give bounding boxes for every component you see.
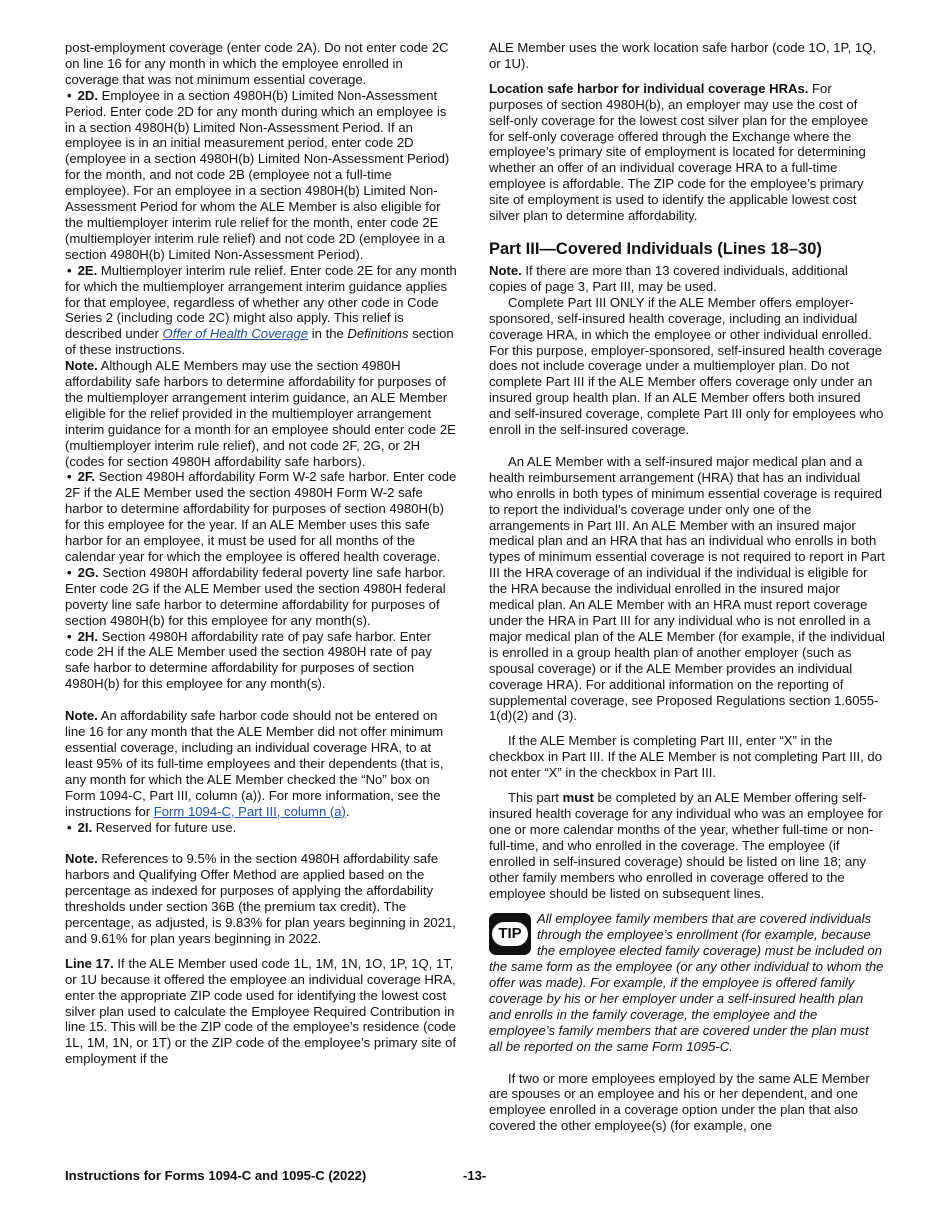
note-label: Note.: [489, 262, 522, 278]
code-2e-text-2: in the: [308, 326, 348, 342]
code-2h-text: Section 4980H affordability rate of pay safe harbor. Enter code 2H if the ALE Member used the section 4980H rate of pay safe harbor to determine affordability for purposes of section 4980H(b) for this employee for any month(s).: [65, 628, 432, 692]
code-2e-text-3: section of these instructions.: [65, 326, 454, 358]
must-text-2: be completed by an ALE Member offering self-insured health coverage for any individual who was an employee for one or more calendar months of the year, whether full-time or non-full-time, and who enrolled in the coverage. The employee (if enrolled in self-insured coverage) should be listed on line 18; any other family members who enrolled in coverage offered to the employee should be listed on subsequent lines.: [489, 790, 883, 901]
tip-text: All employee family members that are covered individuals through the employee’s enrollment (for example, because the employee elected family coverage) must be included on the same form as the employee (or any other individual to whom the offer was made). For example, if the employee is offered family coverage by his or her employer under a self-insured health plan and enrolls in the family coverage, the employee and the employee’s family members that are covered under the plan must all be reported on the same Form 1095-C.: [489, 911, 884, 1054]
part3-complete-paragraph: Complete Part III ONLY if the ALE Member offers employer-sponsored, self-insured health coverage, including an individual coverage HRA, in which the employee or other individual enrolled. For this purpose, employer-sponsored, self-insured health coverage does not include coverage under a multiemployer plan. Do not complete Part III if the ALE Member offers coverage only under an insured group health plan. If an ALE Member offers both insured and self-insured coverage, complete Part III only for employees who enroll in the self-insured coverage.: [489, 294, 884, 438]
code-2g-item: [65, 565, 460, 629]
must-complete-paragraph: [489, 790, 885, 901]
must-emphasis: must: [562, 790, 594, 806]
note-text-end: .: [345, 803, 350, 819]
part3-note: [489, 263, 885, 295]
definitions-term: Definitions: [347, 326, 409, 342]
location-safe-harbor-paragraph: [489, 81, 885, 224]
note-percentage: [65, 851, 460, 946]
footer-title: Instructions for Forms 1094-C and 1095-C (2022): [65, 1168, 367, 1183]
spouses-paragraph: If two or more employees employed by the same ALE Member are spouses or an employee and his or her dependent, and one employee enrolled in a coverage option under the plan that also covered the other employee(s) (for example, one: [489, 1070, 870, 1134]
page-number: -13-: [463, 1168, 487, 1183]
code-2g-label: 2G.: [77, 564, 99, 580]
left-column: [65, 40, 460, 1067]
note-multiemployer: [65, 358, 460, 469]
code-2f-item: [65, 469, 460, 564]
code-2e-item: [65, 263, 460, 358]
hra-paragraph: An ALE Member with a self-insured major medical plan and a health reimbursement arrangement (HRA) that has an individual who enrolls in both types of minimum essential coverage is required to report the individual’s coverage under only one of the arrangements in Part III. An ALE Member with an insured major medical plan and an HRA that has an individual who enrolls in both types of minimum essential coverage is not required to report in Part III the HRA coverage of an individual if the individual is eligible for the HRA because the individual enrolled in the insured major medical plan. An ALE Member with an HRA must report coverage under the HRA in Part III for any individual who is not enrolled in a major medical plan of the ALE Member (for example, if the individual is enrolled in a group health plan of another employer (such as spousal coverage) or if the ALE Member provides an individual coverage HRA). For additional information on the reporting of supplemental coverage, see Proposed Regulations section 1.6055-1(d)(2) and (3).: [489, 453, 885, 724]
checkbox-paragraph: If the ALE Member is completing Part III, enter “X” in the checkbox in Part III. If the ALE Member is not completing Part III, do not enter “X” in the checkbox in Part III.: [489, 733, 882, 781]
form-1094c-part3-link[interactable]: Form 1094-C, Part III, column (a): [153, 803, 346, 819]
code-2i-text: Reserved for future use.: [92, 819, 237, 835]
code-2d-item: [65, 88, 460, 263]
note-text: Although ALE Members may use the section 4980H affordability safe harbors to determine affordability for purposes of the multiemployer arrangement interim guidance, an ALE Member eligible for the relief provided in the multiemployer arrangement interim guidance for a month for an employee should enter code 2E (multiemployer interim rule relief), and not code 2F, 2G, or 2H (codes for section 4980H affordability safe harbors).: [65, 358, 456, 469]
code-2f-label: 2F.: [77, 469, 96, 485]
code-2e-text: Multiemployer interim rule relief. Enter code 2E for any month for which the multiemployer arrangement interim guidance applies for that employee, regardless of whether any other code in Code Series 2 (including code 2C) might also apply. This relief is described under: [65, 262, 457, 342]
tip-icon-label: TIP: [492, 922, 528, 946]
offer-of-health-coverage-link[interactable]: Offer of Health Coverage: [162, 326, 309, 342]
code-2i-label: 2I.: [77, 819, 93, 835]
location-safe-harbor-text: For purposes of section 4980H(b), an employer may use the cost of self-only coverage for the lowest cost silver plan for the employee for self-only coverage offered through the Exchange where the employee’s primary site of employment is located for determining whether an offer of an individual coverage HRA to a full-time employee is affordable. The ZIP code for the employee’s primary site of employment is used to identify the applicable lowest cost silver plan to determine affordability.: [489, 80, 869, 224]
part3-heading: Part III—Covered Individuals (Lines 18–30): [489, 239, 822, 258]
line-17-label: Line 17.: [65, 955, 114, 971]
code-2h-label: 2H.: [77, 628, 98, 644]
note-label: Note.: [65, 708, 98, 724]
line-17-continuation: ALE Member uses the work location safe harbor (code 1O, 1P, 1Q, or 1U).: [489, 40, 876, 71]
tip-callout: [489, 911, 885, 1054]
note-safe-harbor: [65, 708, 460, 819]
code-2g-text: Section 4980H affordability federal poverty line safe harbor. Enter code 2G if the ALE Member used the section 4980H federal poverty line safe harbor to determine affordability for purposes of section 4980H(b) for this employee for any month(s).: [65, 564, 446, 628]
note-text: An affordability safe harbor code should not be entered on line 16 for any month that the ALE Member did not offer minimum essential coverage, including an individual coverage HRA, to at least 95% of its full-time employees and their dependents (that is, any month for which the ALE Member checked the “No” box on Form 1094-C, Part III, column (a)). For more information, see the instructions for: [65, 708, 444, 819]
right-column: [489, 40, 885, 1134]
location-safe-harbor-label: Location safe harbor for individual coverage HRAs.: [489, 80, 809, 96]
code-2i-item: [65, 820, 460, 836]
code-2d-text: Employee in a section 4980H(b) Limited Non-Assessment Period. Enter code 2D for any month during which an employee is in a section 4980H(b) Limited Non-Assessment Period. If an employee is in an initial measurement period, enter code 2D (employee in a section 4980H(b) Limited Non-Assessment Period) for the month, and not code 2B (employee not a full-time employee). For an employee in a section 4980H(b) Limited Non-Assessment Period for whom the ALE Member is also eligible for the multiemployer interim rule relief for the month, enter code 2E (multiemployer interim rule relief) and not code 2D (employee in a section 4980H(b) Limited Non-Assessment Period).: [65, 87, 450, 262]
must-text-1: This part: [508, 790, 563, 806]
code-2h-item: [65, 629, 460, 693]
note-text: References to 9.5% in the section 4980H affordability safe harbors and Qualifying Offer Method are applied based on the percentage as indexed for purposes of applying the affordability thresholds under section 36B (the premium tax credit). The percentage, as adjusted, is 9.83% for plan years beginning in 2021, and 9.61% for plan years beginning in 2022.: [65, 851, 456, 946]
code-2e-label: 2E.: [77, 262, 98, 278]
code-2d-label: 2D.: [77, 87, 98, 103]
paragraph-2a-continuation: post-employment coverage (enter code 2A). Do not enter code 2C on line 16 for any month in which the employee enrolled in coverage that was not minimum essential coverage.: [65, 40, 449, 87]
note-label: Note.: [65, 851, 98, 867]
tip-icon: [489, 913, 531, 955]
line-17-text: If the ALE Member used code 1L, 1M, 1N, 1O, 1P, 1Q, 1T, or 1U because it offered the employee an individual coverage HRA, enter the appropriate ZIP code used for identifying the lowest cost silver plan used to calculate the Employee Required Contribution in line 15. This will be the ZIP code of the employee’s residence (code 1L, 1M, 1N, or 1T) or the ZIP code of the employee’s primary site of employment if the: [65, 955, 457, 1067]
code-2f-text: Section 4980H affordability Form W-2 safe harbor. Enter code 2F if the ALE Member used the section 4980H Form W-2 safe harbor to determine affordability for purposes of section 4980H(b) for this employee for the year. If an ALE Member uses this safe harbor for an employee, it must be used for all months of the calendar year for which the employee is offered health coverage.: [65, 469, 457, 564]
note-text: If there are more than 13 covered individuals, additional copies of page 3, Part III, may be used.: [489, 262, 848, 294]
line-17-paragraph: [65, 956, 460, 1067]
note-label: Note.: [65, 358, 98, 374]
